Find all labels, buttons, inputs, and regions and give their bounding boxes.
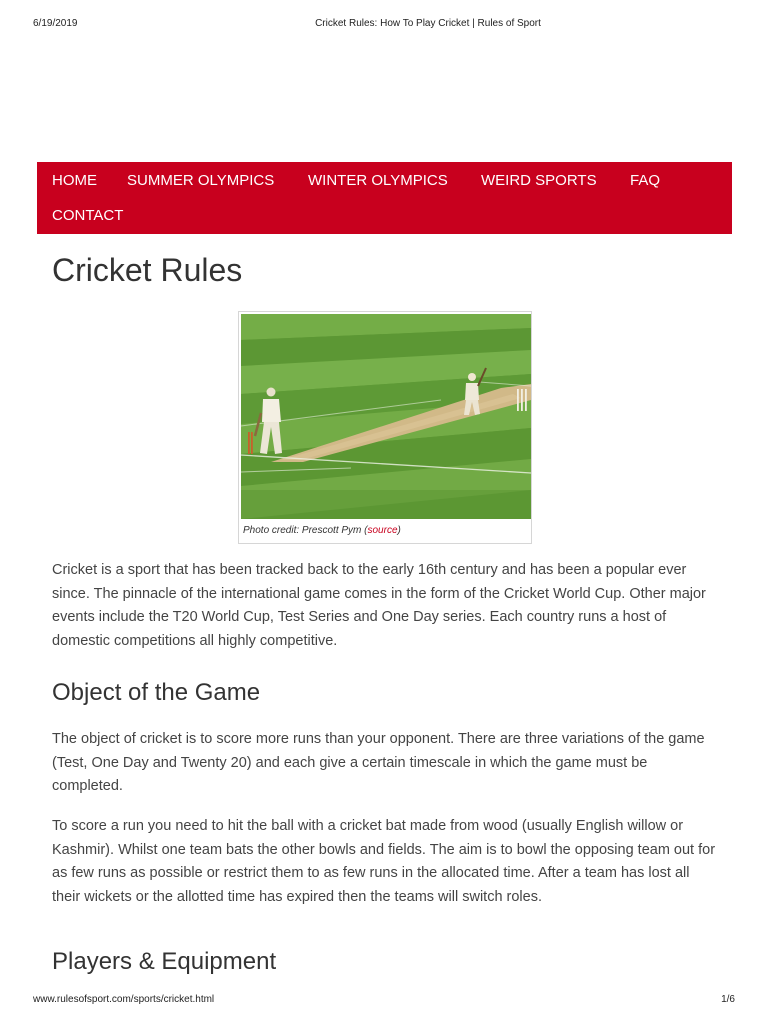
nav-item-winter-olympics[interactable]: WINTER OLYMPICS [308,172,448,189]
nav-item-home[interactable]: HOME [52,172,97,189]
object-paragraph-2: To score a run you need to hit the ball with a cricket bat made from wood (usually English willow or Kashmir). Whilst one team bats the other bowls and fields. The aim is to bowl the opposing team out for as few runs as possible or restrict them to as few runs in the allocated time. After a team has lost all their wickets or the allotted time has expired then the teams will switch roles. [52,818,716,906]
print-page-title: Cricket Rules: How To Play Cricket | Rules of Sport [315,18,541,29]
photo-caption [243,525,401,536]
cricket-photo [241,314,531,519]
source-link[interactable]: source [367,525,398,536]
print-header [0,0,768,40]
nav-item-summer-olympics[interactable]: SUMMER OLYMPICS [127,172,275,189]
page-url: www.rulesofsport.com/sports/cricket.html [33,994,215,1005]
print-date: 6/19/2019 [33,18,78,29]
caption-text: Photo credit: Prescott Pym ( [243,525,368,536]
intro-paragraph: Cricket is a sport that has been tracked back to the early 16th century and has been a popular ever since. The pinnacle of the international game comes in the form of the Cricket World Cup. Other major events include the T20 World Cup, Test Series and One Day series. Each country runs a host of domestic competitions all highly competitive. [52,562,706,650]
photo-figure [238,311,532,544]
object-of-the-game-heading: Object of the Game [52,679,261,706]
nav-item-contact[interactable]: CONTACT [52,207,124,224]
page-number: 1/6 [721,994,735,1005]
nav-item-weird-sports[interactable]: WEIRD SPORTS [481,172,597,189]
players-equipment-heading: Players & Equipment [52,948,277,975]
nav-item-faq[interactable]: FAQ [630,172,661,189]
main-navigation [37,162,732,234]
page-title: Cricket Rules [52,252,243,288]
caption-closing: ) [397,525,401,536]
object-paragraph-1: The object of cricket is to score more runs than your opponent. There are three variations of the game (Test, One Day and Twenty 20) and each give a certain timescale in which the game must be completed. [52,731,705,795]
